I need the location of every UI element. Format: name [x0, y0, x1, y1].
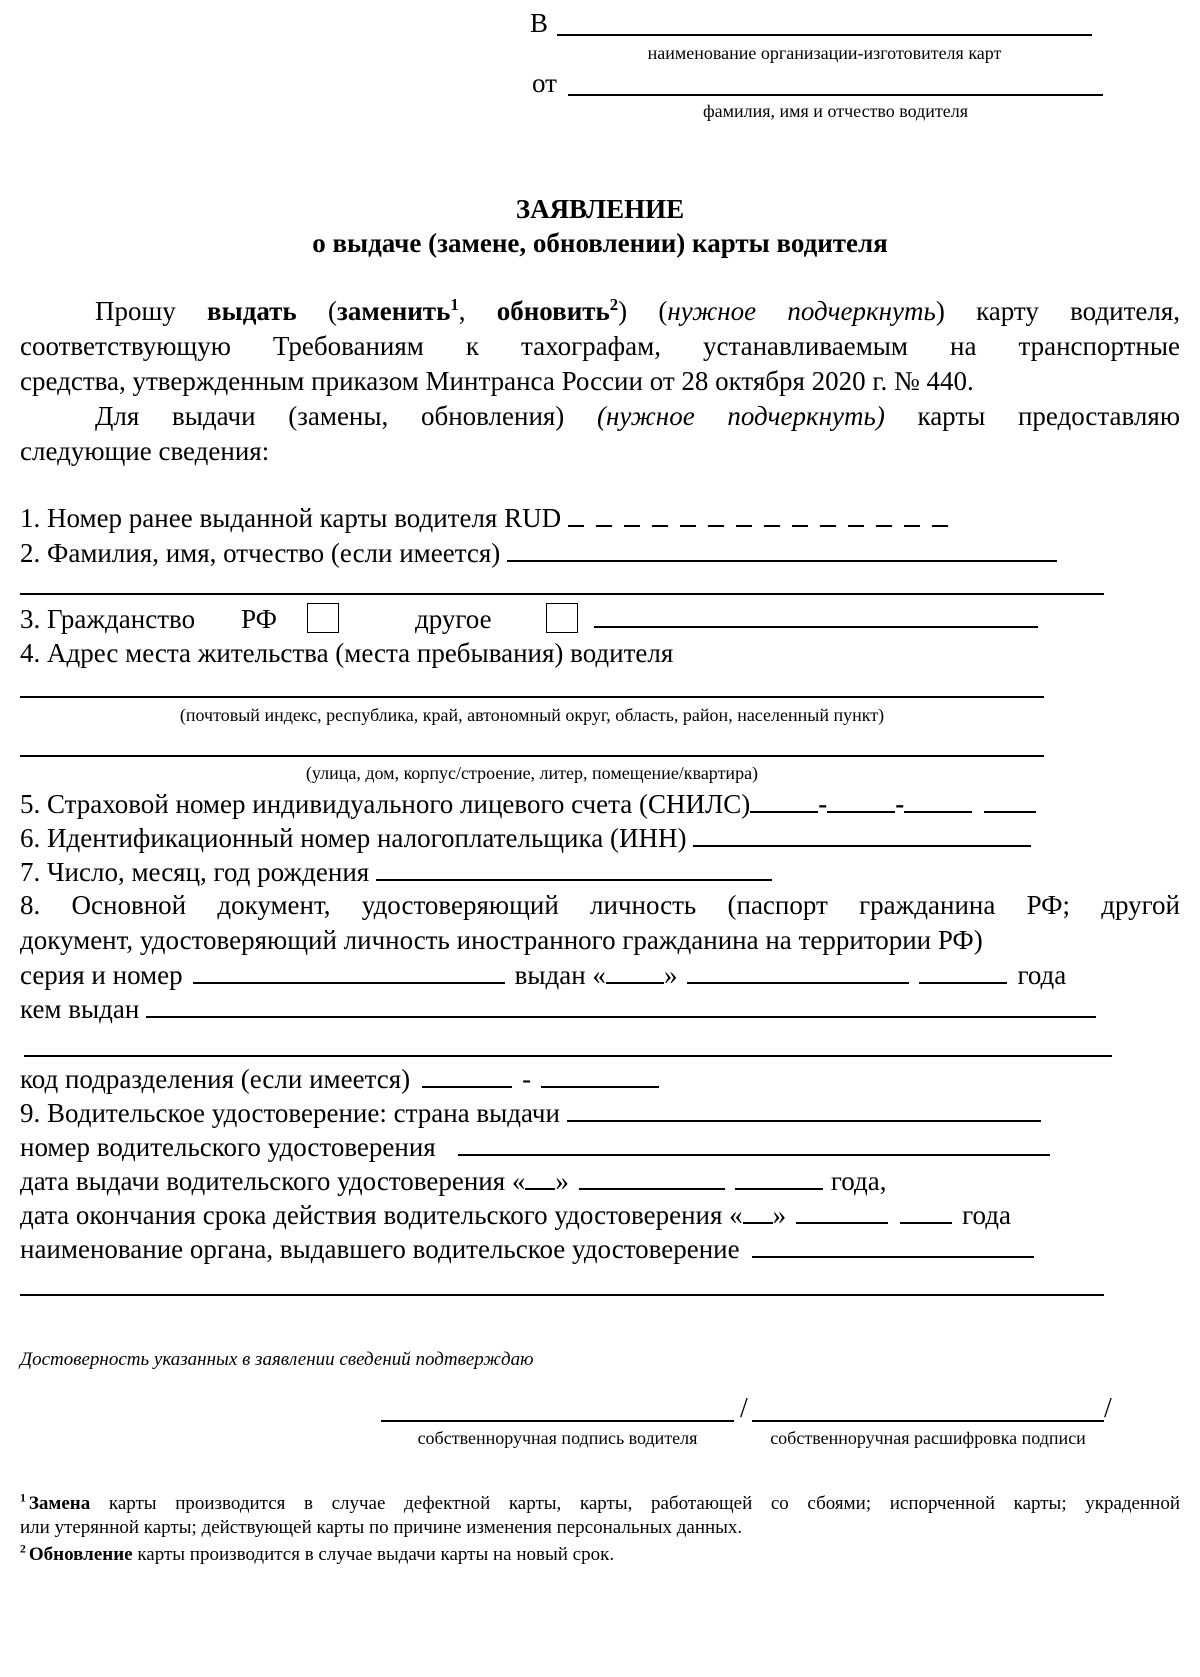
- division-code-part-2[interactable]: [541, 1060, 659, 1088]
- passport-issued-by-input[interactable]: [146, 990, 1096, 1018]
- field-9-license-number: номер водительского удостоверения: [20, 1128, 1180, 1165]
- license-authority-input[interactable]: [752, 1230, 1034, 1258]
- passport-issue-year-input[interactable]: [919, 956, 1007, 984]
- intro-paragraph-2: Для выдачи (замены, обновления) (нужное подчеркнуть) карты предоставляю следующие сведения:: [20, 401, 1180, 466]
- signature-decode-field[interactable]: [752, 1420, 1104, 1422]
- field-9-issuing-authority: наименование органа, выдавшего водительское удостоверение: [20, 1230, 1180, 1267]
- license-expiry-year-input[interactable]: [900, 1196, 952, 1224]
- card-number-input[interactable]: [568, 500, 960, 537]
- snils-part-1[interactable]: [750, 785, 818, 813]
- confirmation-note: Достоверность указанных в заявлении сведений подтверждаю: [20, 1349, 534, 1370]
- address-input-line-2[interactable]: [20, 755, 1044, 757]
- from-prefix: от: [532, 68, 557, 98]
- inn-input[interactable]: [693, 819, 1031, 847]
- snils-check-digits[interactable]: [984, 785, 1036, 813]
- license-expiry-month-input[interactable]: [796, 1196, 888, 1224]
- option-replace: заменить: [336, 296, 451, 326]
- passport-issued-by-line-2[interactable]: [24, 1055, 1112, 1057]
- field-8-issued-by: кем выдан: [20, 990, 1180, 1027]
- document-title: ЗАЯВЛЕНИЕ: [515, 194, 685, 224]
- from-driver-field[interactable]: [568, 94, 1103, 96]
- field-3-citizenship: 3. Гражданство РФ другое: [20, 600, 1180, 637]
- license-number-input[interactable]: [458, 1128, 1050, 1156]
- citizenship-other-checkbox[interactable]: [546, 603, 578, 633]
- birth-date-input[interactable]: [376, 853, 772, 881]
- to-line: [530, 6, 548, 40]
- field-6-inn: 6. Идентификационный номер налогоплательщика (ИНН): [20, 819, 1180, 856]
- address-caption-2: (улица, дом, корпус/строение, литер, помещение/квартира): [305, 763, 759, 783]
- from-caption: фамилия, имя и отчество водителя: [702, 101, 969, 121]
- license-expiry-day-input[interactable]: [743, 1196, 773, 1224]
- signature-field[interactable]: [381, 1420, 734, 1422]
- field-8-series-number: серия и номер выдан « » года: [20, 956, 1180, 993]
- to-organization-field[interactable]: [557, 34, 1092, 36]
- field-9-license-country: 9. Водительское удостоверение: страна выдачи: [20, 1094, 1180, 1131]
- footnote-1: $^1$ Замена карты производится в случае дефектной карты, карты, работающей со сбоями; испорченной карты; украденной или утерянной карты; действующей карты по причине изменения персональных данных.: [20, 1491, 1180, 1538]
- field-9-expiry-date: дата окончания срока действия водительского удостоверения « » года: [20, 1196, 1180, 1233]
- document-subtitle: о выдаче (замене, обновлении) карты водителя: [312, 228, 888, 258]
- passport-issue-month-input[interactable]: [687, 956, 909, 984]
- underline-note: нужное подчеркнуть: [667, 296, 936, 326]
- intro-paragraph-1: Прошу выдать (заменить$^1$, обновить$^2$) (нужное подчеркнуть) карту водителя, соответствующую Требованиям к тахографам, устанавливаемым на транспортные средства, утвержденным приказом Минтранса России от 28 октября 2020 г. № 440.: [20, 295, 1180, 396]
- from-line: [532, 66, 557, 100]
- full-name-input[interactable]: [507, 534, 1057, 562]
- field-2-full-name: 2. Фамилия, имя, отчество (если имеется): [20, 534, 1180, 571]
- signature-decode-caption: собственноручная расшифровка подписи: [770, 1428, 1086, 1448]
- to-caption: наименование организации-изготовителя карт: [647, 43, 1002, 63]
- citizenship-other-input[interactable]: [594, 600, 1038, 628]
- license-authority-line-2[interactable]: [20, 1294, 1104, 1296]
- signature-caption: собственноручная подпись водителя: [417, 1428, 698, 1448]
- citizenship-rf-checkbox[interactable]: [307, 603, 339, 633]
- license-issue-month-input[interactable]: [579, 1162, 725, 1190]
- snils-part-3[interactable]: [904, 785, 972, 813]
- signature-slash-1: /: [740, 1393, 748, 1424]
- address-input-line-1[interactable]: [20, 696, 1044, 698]
- license-country-input[interactable]: [567, 1094, 1041, 1122]
- division-code-part-1[interactable]: [422, 1060, 512, 1088]
- passport-number-input[interactable]: [357, 956, 505, 984]
- option-update: обновить: [496, 296, 610, 326]
- option-issue: выдать: [207, 296, 297, 326]
- passport-issue-day-input[interactable]: [606, 956, 664, 984]
- license-issue-day-input[interactable]: [525, 1162, 555, 1190]
- field-8-identity-document: 8. Основной документ, удостоверяющий личность (паспорт гражданина РФ; другой документ, удостоверяющий личность иностранного гражданина на территории РФ): [20, 890, 1180, 955]
- field-1-card-number: 1. Номер ранее выданной карты водителя RUD: [20, 500, 1180, 537]
- field-5-snils: 5. Страховой номер индивидуального лицевого счета (СНИЛС) - -: [20, 785, 1180, 822]
- field-4-address: 4. Адрес места жительства (места пребывания) водителя: [20, 638, 674, 668]
- to-prefix: В: [530, 8, 549, 38]
- footnote-2: $^2$ Обновление карты производится в случае выдачи карты на новый срок.: [20, 1542, 615, 1565]
- snils-part-2[interactable]: [827, 785, 895, 813]
- address-caption-1: (почтовый индекс, республика, край, автономный округ, область, район, населенный пункт): [179, 705, 885, 725]
- field-9-issue-date: дата выдачи водительского удостоверения « » года,: [20, 1162, 1180, 1199]
- full-name-input-line-2[interactable]: [20, 593, 1104, 595]
- field-7-birth-date: 7. Число, месяц, год рождения: [20, 853, 1180, 890]
- passport-series-input[interactable]: [193, 956, 357, 984]
- signature-slash-2: /: [1104, 1393, 1112, 1424]
- underline-note-2: (нужное подчеркнуть): [596, 401, 885, 431]
- license-issue-year-input[interactable]: [735, 1162, 823, 1190]
- field-8-division-code: код подразделения (если имеется) -: [20, 1060, 1180, 1097]
